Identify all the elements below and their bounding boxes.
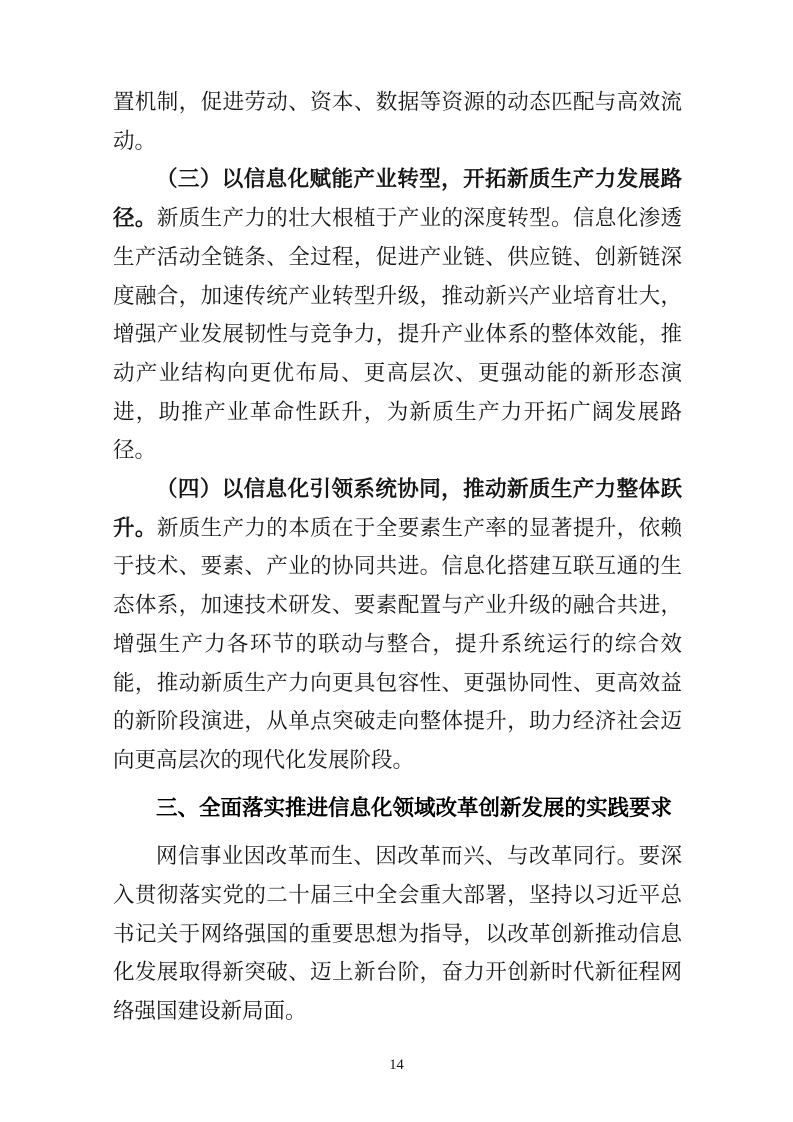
section-heading-3: 三、全面落实推进信息化领域改革创新发展的实践要求 bbox=[156, 796, 673, 821]
paragraph-section-4 bbox=[113, 470, 682, 780]
page-number: 14 bbox=[389, 1057, 404, 1073]
page-body bbox=[113, 83, 682, 1031]
section-3-lead: （三）以信息化赋能产业转型，开拓新质生产力发展路径。 bbox=[113, 167, 682, 231]
section-4-lead: （四）以信息化引领系统协同，推动新质生产力整体跃升。 bbox=[113, 477, 682, 540]
paragraph-section-3 bbox=[113, 160, 682, 470]
section-4-body: 新质生产力的本质在于全要素生产率的显著提升，依赖于技术、要素、产业的协同共进。信息化搭建互联互通的生态体系，加速技术研发、要素配置与产业升级的融合共进，增强生产力各环节的联动与整合，提升系统运行的综合效能，推动新质生产力向更具包容性、更强协同性、更高效益的新阶段演进，从单点突破走向整体提升，助力经济社会迈向更高层次的现代化发展阶段。 bbox=[113, 515, 682, 772]
paragraph-continuation: 置机制，促进劳动、资本、数据等资源的动态匹配与高效流动。 bbox=[113, 90, 682, 153]
section-3-body: 新质生产力的壮大根植于产业的深度转型。信息化渗透生产活动全链条、全过程，促进产业链、供应链、创新链深度融合，加速传统产业转型升级，推动新兴产业培育壮大，增强产业发展韧性与竞争力，提升产业体系的整体效能，推动产业结构向更优布局、更高层次、更强动能的新形态演进，助推产业革命性跃升，为新质生产力开拓广阔发展路径。 bbox=[113, 206, 682, 463]
paragraph-final: 网信事业因改革而生、因改革而兴、与改革同行。要深入贯彻落实党的二十届三中全会重大部署，坚持以习近平总书记关于网络强国的重要思想为指导，以改革创新推动信息化发展取得新突破、迈上新台阶，奋力开创新时代新征程网络强国建设新局面。 bbox=[113, 844, 682, 1024]
